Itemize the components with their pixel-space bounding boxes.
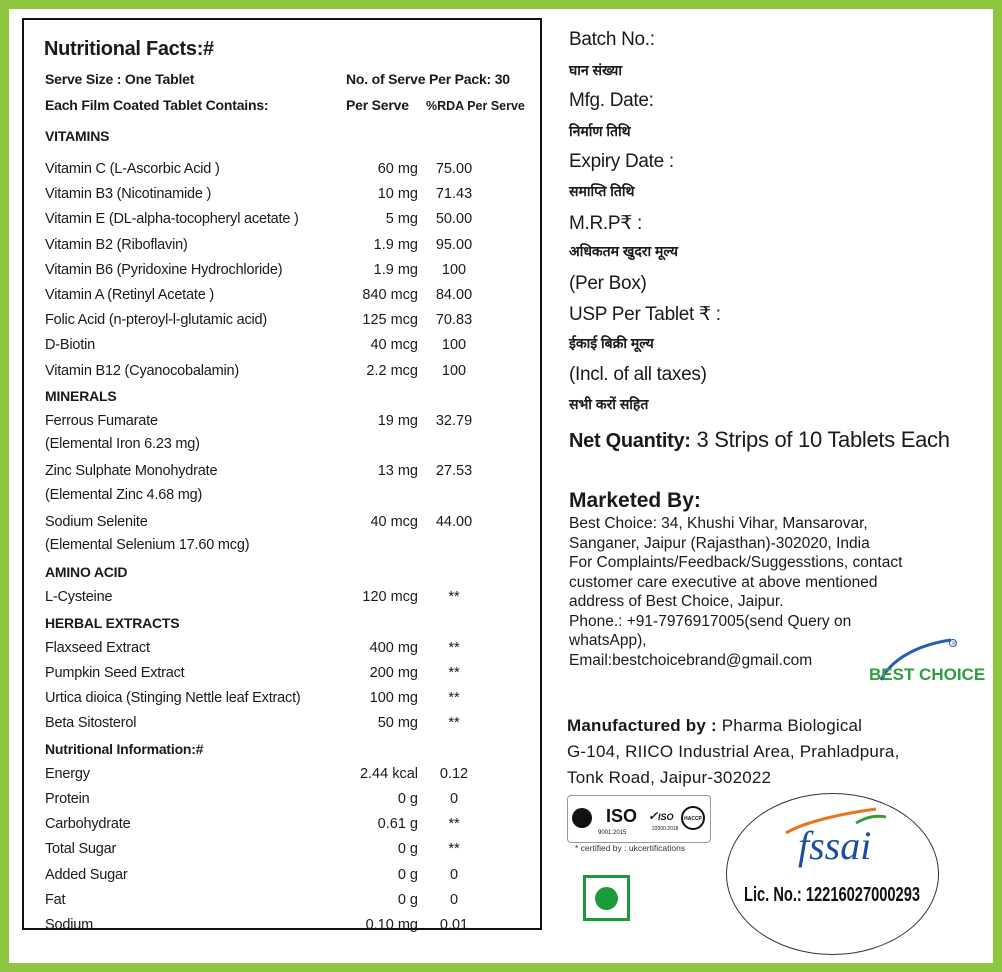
nutrient-rda: ** <box>448 589 460 606</box>
nutrient-rda: ** <box>448 816 460 833</box>
nutrient-amount: 13 mg <box>377 463 418 480</box>
nutrient-name: Sodium Selenite <box>45 513 148 530</box>
nutrient-amount: 1.9 mg <box>373 236 418 253</box>
section-heading: MINERALS <box>45 387 117 404</box>
nutrient-rda: 0 <box>449 791 459 807</box>
nutrient-amount: 10 mg <box>377 186 418 203</box>
nutrient-amount: 0 g <box>397 866 418 883</box>
serves-per-pack: No. of Serve Per Pack: 30 <box>346 71 510 87</box>
usp-label: USP Per Tablet ₹ : <box>569 304 721 325</box>
nutrient-amount: 840 mcg <box>362 287 418 303</box>
serve-size: Serve Size : One Tablet <box>45 71 195 87</box>
fssai-logo <box>726 793 939 955</box>
nutrient-rda: 100 <box>441 337 467 354</box>
nutrient-amount: 0 g <box>397 891 418 908</box>
nutrient-rda: 100 <box>441 261 467 278</box>
svg-text:✓: ✓ <box>648 809 659 823</box>
manufacturer-address-2: Tonk Road, Jaipur-302022 <box>567 768 772 787</box>
nutrient-name: Vitamin A (Retinyl Acetate ) <box>45 287 215 303</box>
nutrient-rda: 50.00 <box>435 211 473 228</box>
nutrient-rda: 0 <box>449 891 459 908</box>
iso-text: ISO <box>606 806 638 826</box>
nutrient-name: L-Cysteine <box>45 589 113 606</box>
nutrient-amount: 100 mg <box>369 690 418 707</box>
nutrient-rda: ** <box>448 841 460 858</box>
nutrient-name: Fat <box>45 891 66 908</box>
nutrient-amount: 0.10 mg <box>365 917 418 933</box>
nutrient-subnote: (Elemental Iron 6.23 mg) <box>45 436 200 453</box>
certified-by: * certified by : ukcertifications <box>575 843 686 853</box>
nutrient-rda: ** <box>448 665 460 681</box>
nutrient-rda: 0.12 <box>439 765 469 782</box>
net-quantity-value: 3 Strips of 10 Tablets Each <box>696 427 950 452</box>
nutrient-amount: 0 g <box>397 791 418 807</box>
nutrient-amount: 0 g <box>397 841 418 858</box>
marketed-address-line: For Complaints/Feedback/Suggesstions, contact <box>569 554 903 571</box>
iso-certification-logo <box>567 795 711 843</box>
haccp-text: HACCP <box>684 816 702 822</box>
nutrient-rda: ** <box>448 690 460 707</box>
best-choice-logo <box>863 636 986 693</box>
nutrient-rda: 0.01 <box>439 917 469 933</box>
nutrient-name: Pumpkin Seed Extract <box>45 665 185 681</box>
nutrient-subnote: (Elemental Selenium 17.60 mcg) <box>45 537 250 553</box>
section-heading: VITAMINS <box>45 128 110 144</box>
nutrient-rda: 75.00 <box>435 161 473 177</box>
nutrient-name: Carbohydrate <box>45 816 131 833</box>
expiry-date-label: Expiry Date : <box>569 151 674 172</box>
mrp-label: M.R.P₹ : <box>569 213 643 234</box>
fssai-text: fssai <box>798 823 872 868</box>
marketed-address <box>569 514 902 670</box>
nutrient-name: Added Sugar <box>45 866 128 883</box>
nutrient-name: Total Sugar <box>45 841 117 858</box>
marketed-address-line: customer care executive at above mentioned <box>569 573 878 591</box>
rda-header: %RDA Per Serve <box>426 99 525 113</box>
expiry-date-hindi: समाप्ति तिथि <box>569 183 635 199</box>
per-serve-header: Per Serve <box>346 97 409 113</box>
nutrient-rda: 0 <box>449 866 459 883</box>
nutrient-name: D-Biotin <box>45 337 95 354</box>
nutrient-rda: 70.83 <box>435 312 473 329</box>
nutrient-name: Beta Sitosterol <box>45 715 137 732</box>
svg-text:R: R <box>952 641 956 647</box>
nutrient-rda: 84.00 <box>435 287 473 303</box>
svg-text:ISO: ISO <box>658 812 674 822</box>
nutrient-amount: 200 mg <box>369 665 418 681</box>
marketed-by-title: Marketed By: <box>569 489 701 512</box>
nutrient-amount: 2.2 mcg <box>366 362 418 379</box>
mfg-date-label: Mfg. Date: <box>569 90 654 111</box>
marketed-address-line: Best Choice: 34, Khushi Vihar, Mansarovar, <box>569 515 868 532</box>
manufacturer-block <box>567 713 900 791</box>
nutrient-rda: 100 <box>441 362 467 379</box>
marketed-address-line: address of Best Choice, Jaipur. <box>569 593 784 610</box>
net-quantity-label: Net Quantity: <box>569 430 691 452</box>
nutrient-name: Sodium <box>45 917 93 933</box>
label-panel <box>9 9 993 963</box>
per-box: (Per Box) <box>569 273 647 294</box>
batch-hindi: घान संख्या <box>569 62 622 78</box>
marketed-address-line: Sanganer, Jaipur (Rajasthan)-302020, India <box>569 534 870 552</box>
nutrient-name: Vitamin E (DL-alpha-tocopheryl acetate ) <box>45 211 299 228</box>
net-quantity <box>569 427 950 453</box>
nutrient-name: Ferrous Fumarate <box>45 413 158 429</box>
nutrient-subnote: (Elemental Zinc 4.68 mg) <box>45 486 203 503</box>
mfg-date-hindi: निर्माण तिथि <box>569 123 631 139</box>
nutrient-rda: 32.79 <box>435 413 473 429</box>
nutrient-amount: 40 mcg <box>370 513 418 530</box>
manufacturer-address-1: G-104, RIICO Industrial Area, Prahladpura, <box>567 742 900 761</box>
fssai-license: Lic. No.: 12216027000293 <box>744 884 920 906</box>
nutrient-amount: 1.9 mg <box>373 261 418 278</box>
marketed-address-line: Phone.: +91-7976917005(send Query on <box>569 612 852 630</box>
nutrient-amount: 60 mg <box>377 161 418 177</box>
nutrient-name: Zinc Sulphate Monohydrate <box>45 463 218 480</box>
nutrient-amount: 125 mcg <box>362 312 418 329</box>
nutrient-name: Protein <box>45 791 90 807</box>
nutrition-facts-box <box>22 18 542 933</box>
nutrient-rda: 27.53 <box>435 463 473 480</box>
manufactured-label: Manufactured by : <box>567 716 717 735</box>
nutrient-name: Vitamin B3 (Nicotinamide ) <box>45 186 212 203</box>
nutrient-amount: 2.44 kcal <box>359 765 418 782</box>
section-heading: AMINO ACID <box>45 564 128 581</box>
nutrient-name: Vitamin B6 (Pyridoxine Hydrochloride) <box>45 261 283 278</box>
nutrient-rda: ** <box>448 715 460 732</box>
nutrient-name: Vitamin B12 (Cyanocobalamin) <box>45 362 240 379</box>
manufacturer-name: Pharma Biological <box>721 716 863 735</box>
nutrient-amount: 400 mg <box>369 639 418 656</box>
nutrient-rda: ** <box>448 639 460 656</box>
nutrient-rda: 71.43 <box>435 186 473 203</box>
nutrient-name: Urtica dioica (Stinging Nettle leaf Extract) <box>45 690 301 707</box>
nutrient-amount: 0.61 g <box>377 816 418 833</box>
nutrient-name: Vitamin B2 (Riboflavin) <box>45 236 188 253</box>
marketed-address-line: Email:bestchoicebrand@gmail.com <box>569 651 813 669</box>
usp-hindi: ईकाई बिक्री मूल्य <box>569 335 654 351</box>
nutrient-name: Energy <box>45 765 90 782</box>
nutrient-amount: 120 mcg <box>362 589 418 606</box>
brand-logo-text: BEST CHOICE <box>869 665 986 684</box>
section-heading: HERBAL EXTRACTS <box>45 614 180 631</box>
incl-taxes: (Incl. of all taxes) <box>569 364 707 385</box>
nutrient-name: Flaxseed Extract <box>45 639 150 656</box>
nutrient-amount: 19 mg <box>377 413 418 429</box>
nutrient-name: Folic Acid (n-pteroyl-l-glutamic acid) <box>45 312 268 329</box>
batch-label: Batch No.: <box>569 29 655 50</box>
nutrition-title: Nutritional Facts:# <box>44 38 214 60</box>
mrp-hindi: अधिकतम खुदरा मूल्य <box>569 243 678 259</box>
section-heading: Nutritional Information:# <box>45 740 204 757</box>
iso-small: 22000:2018 <box>652 826 679 832</box>
nutrient-amount: 40 mcg <box>370 337 418 354</box>
iso-year: 9001:2015 <box>598 830 627 836</box>
marketed-address-line: whatsApp), <box>569 632 647 649</box>
each-tablet-contains: Each Film Coated Tablet Contains: <box>45 97 269 113</box>
nutrient-amount: 5 mg <box>385 211 418 228</box>
incl-taxes-hindi: सभी करों सहित <box>569 396 649 412</box>
veg-symbol-icon <box>583 875 630 921</box>
nutrient-name: Vitamin C (L-Ascorbic Acid ) <box>45 161 220 177</box>
nutrient-amount: 50 mg <box>377 715 418 732</box>
nutrient-rda: 44.00 <box>435 513 473 530</box>
nutrient-rda: 95.00 <box>435 236 473 253</box>
